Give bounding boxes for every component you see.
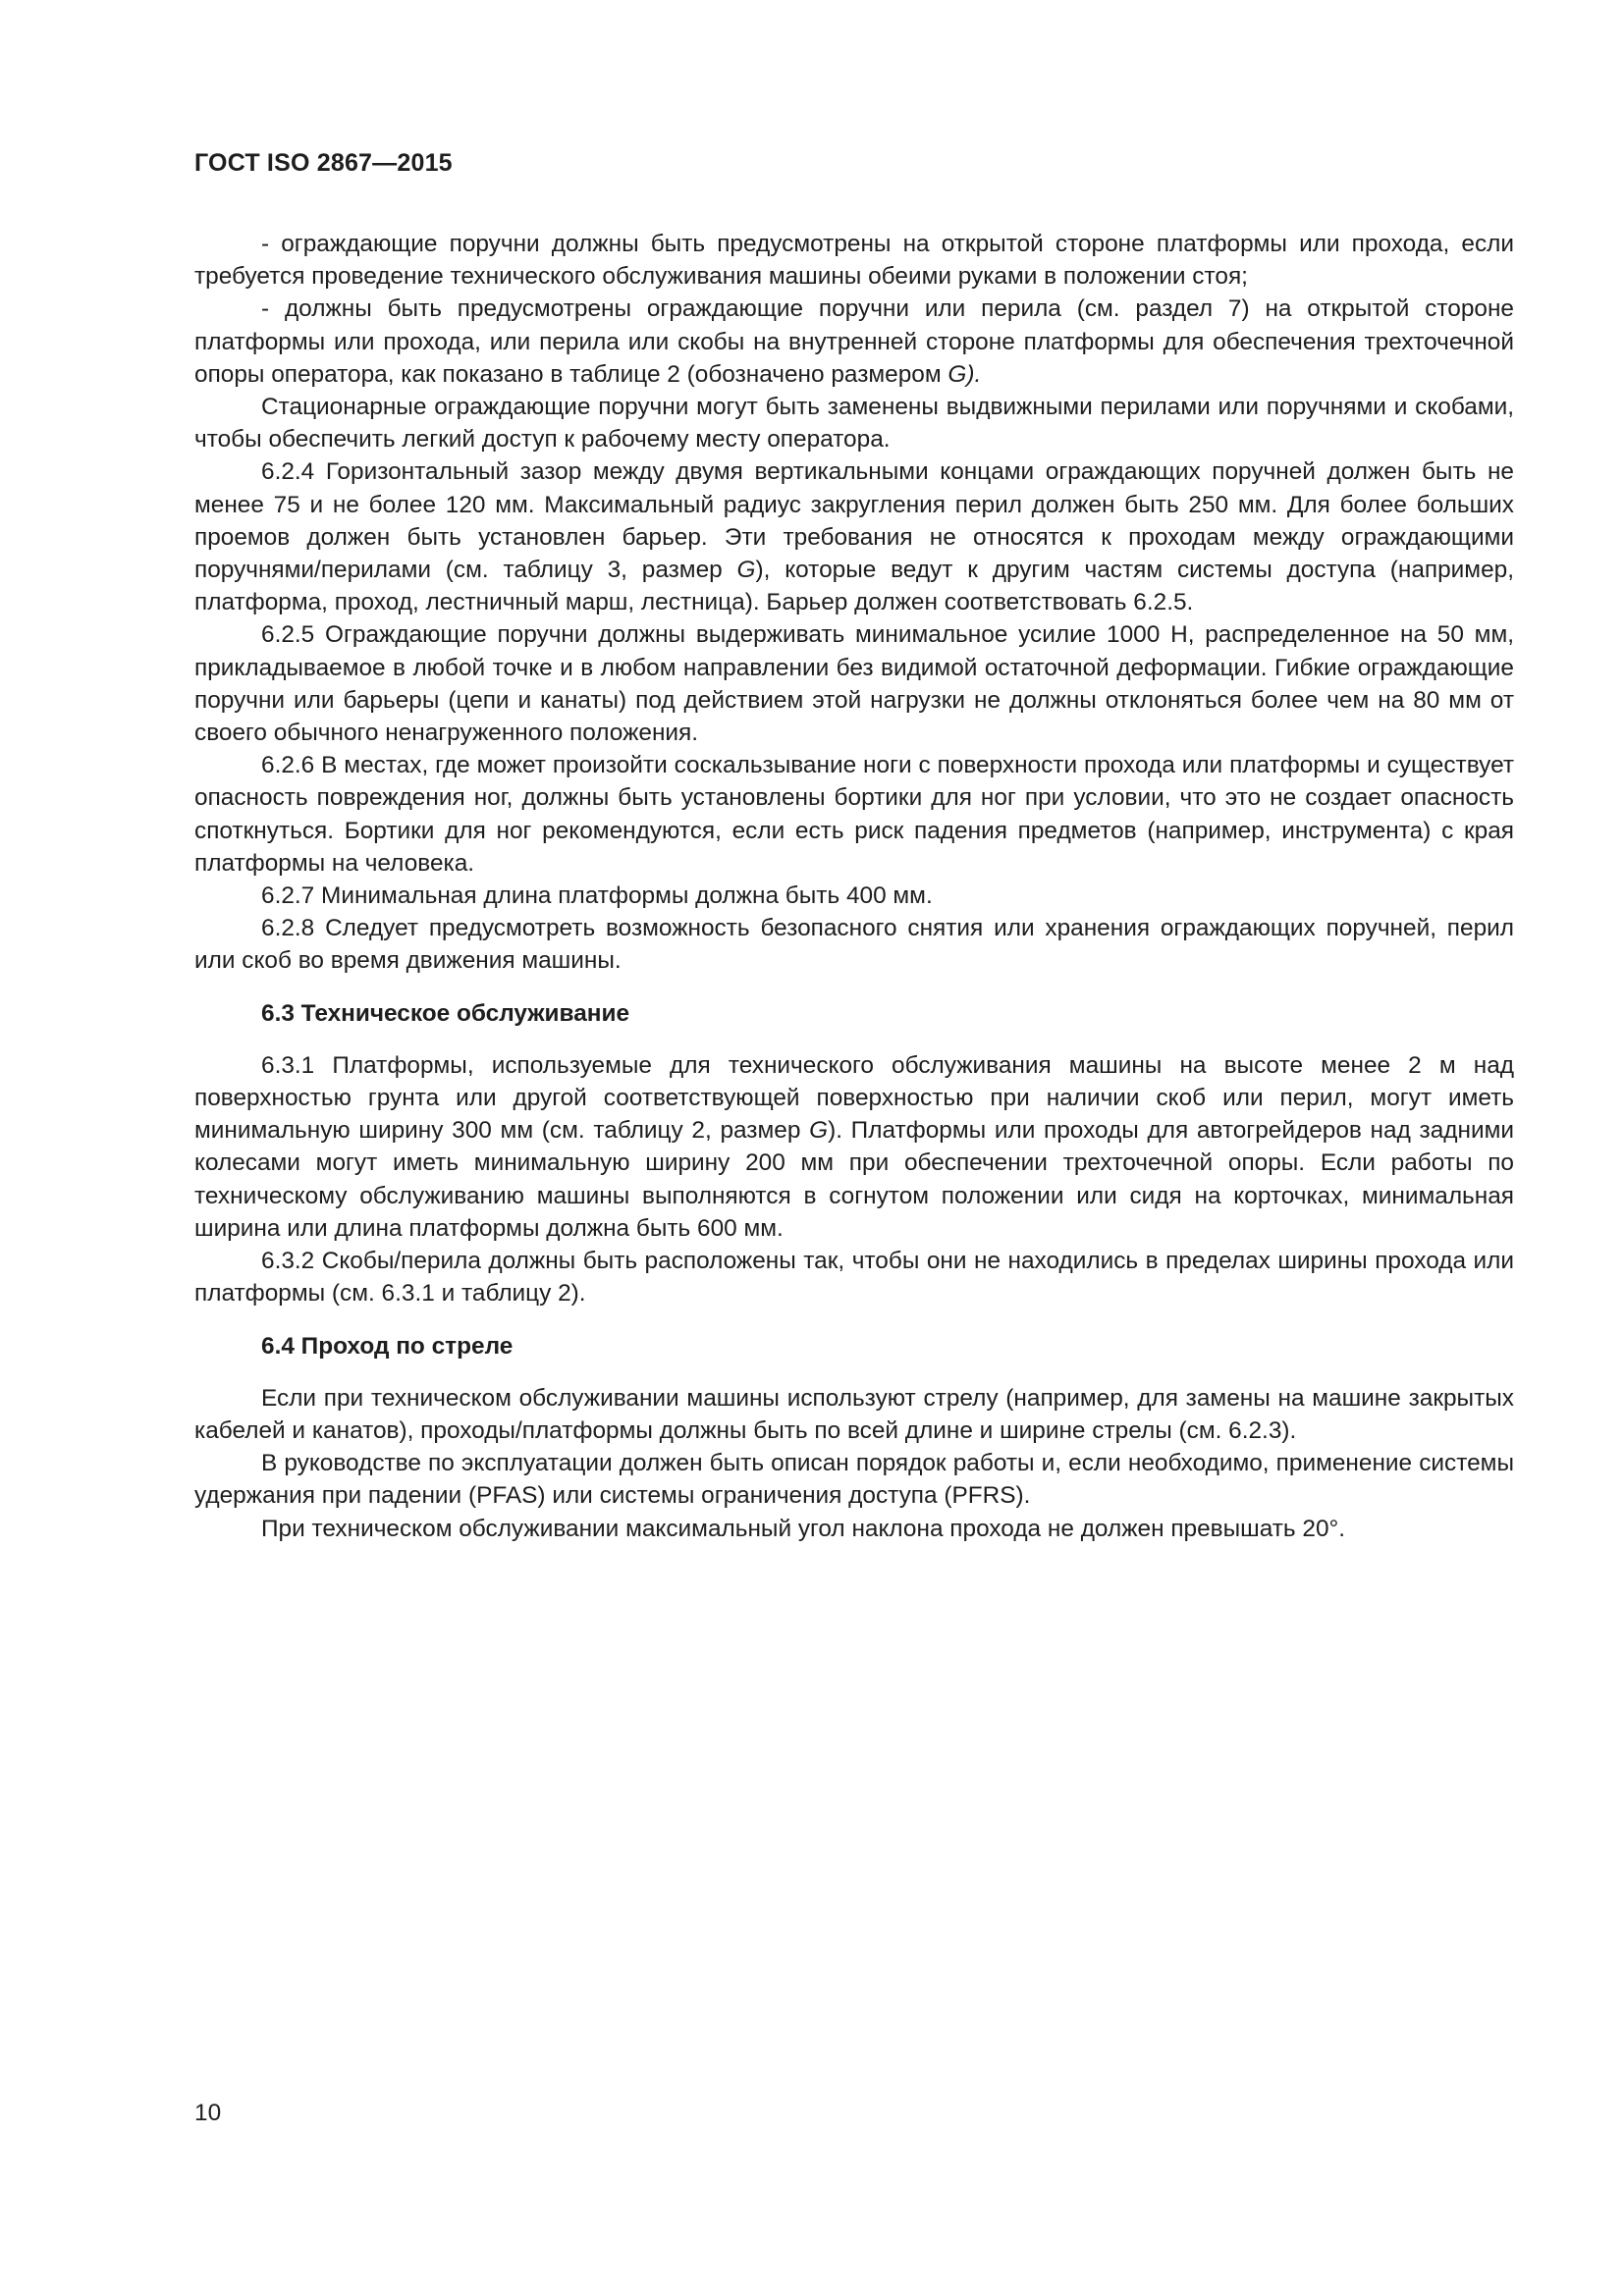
paragraph-max-angle: При техническом обслуживании максимальный угол наклона прохода не должен превышать 20°. [261, 1515, 1346, 1542]
paragraph-text: 6.3.1 Платформы, используемые для технического обслуживания машины на высоте менее 2 м над поверхностью грунта или другой соответствующей поверхностью при наличии скоб или перил, могут иметь минимальную ширину 300 мм (см. таблицу 2, размер [194, 1051, 1514, 1145]
page-number: 10 [194, 2100, 222, 2126]
clause-6-2-5: 6.2.5 Ограждающие поручни должны выдерживать минимальное усилие 1000 Н, распределенное на 50 мм, прикладываемое в любой точке и в любом направлении без видимой остаточной деформации. Гибкие ограждающие поручни или барьеры (цепи и канаты) под действием этой нагрузки не должны отклоняться более чем на 80 мм от своего обычного ненагруженного положения. [194, 621, 1514, 747]
paragraph-stationary-rails: Стационарные ограждающие поручни могут быть заменены выдвижными перилами или поручнями и скобами, чтобы обеспечить легкий доступ к рабочему месту оператора. [194, 394, 1514, 454]
clause-6-2-8: 6.2.8 Следует предусмотреть возможность безопасного снятия или хранения ограждающих поручней, перил или скоб во время движения машины. [194, 915, 1514, 975]
section-heading-6-4: 6.4 Проход по стреле [261, 1332, 514, 1360]
paragraph-bullet-2 [194, 293, 1514, 391]
document-body [194, 228, 1514, 1545]
paragraph-bullet-1: - ограждающие поручни должны быть предусмотрены на открытой стороне платформы или прохода, если требуется проведение технического обслуживания машины обеими руками в положении стоя; [194, 231, 1514, 291]
paragraph-boom-usage: Если при техническом обслуживании машины используют стрелу (например, для замены на машине закрытых кабелей и канатов), проходы/платформы должны быть по всей длине и ширине стрелы (см. 6.2.3). [194, 1384, 1514, 1444]
section-heading-6-3: 6.3 Техническое обслуживание [261, 999, 630, 1027]
clause-6-3-2: 6.3.2 Скобы/перила должны быть расположены так, чтобы они не находились в пределах ширины прохода или платформы (см. 6.3.1 и таблицу 2). [194, 1248, 1514, 1308]
paragraph-text: ). Платформы или проходы для автогрейдеров над задними колесами могут иметь минимальную ширину 200 мм при обеспечении трехточечной опоры. Если работы по техническому обслуживанию машины выполняются в согнутом положении или сидя на корточках, минимальная ширина или длина платформы должна быть 600 мм. [194, 1117, 1514, 1242]
clause-6-2-4 [194, 455, 1514, 618]
clause-6-2-7: 6.2.7 Минимальная длина платформы должна быть 400 мм. [261, 882, 933, 910]
paragraph-text: ), которые ведут к другим частям системы доступа (например, платформа, проход, лестничный марш, лестница). Барьер должен соответствовать 6.2.5. [194, 557, 1514, 616]
dimension-label: G [809, 1117, 829, 1145]
document-header: ГОСТ ISO 2867—2015 [194, 149, 453, 177]
paragraph-text: - должны быть предусмотрены ограждающие поручни или перила (см. раздел 7) на открытой стороне платформы или прохода, или перила или скобы на внутренней стороне платформы для обеспечения трехточечной опоры оператора, как показано в таблице 2 (обозначено размером [194, 295, 1514, 388]
paragraph-text: 6.2.4 Горизонтальный зазор между двумя вертикальными концами ограждающих поручней должен быть не менее 75 и не более 120 мм. Максимальный радиус закругления перил должен быть 250 мм. Для более больших проемов должен быть установлен барьер. Эти требования не относятся к проходам между ограждающими поручнями/перилами (см. таблицу 3, размер [194, 458, 1514, 584]
clause-6-2-6: 6.2.6 В местах, где может произойти соскальзывание ноги с поверхности прохода или платформы и существует опасность повреждения ног, должны быть установлены бортики для ног при условии, что это не создает опасность споткнуться. Бортики для ног рекомендуются, если есть риск падения предметов (например, инструмента) с края платформы на человека. [194, 752, 1514, 877]
clause-6-3-1 [194, 1049, 1514, 1245]
paragraph-manual: В руководстве по эксплуатации должен быть описан порядок работы и, если необходимо, применение системы удержания при падении (PFAS) или системы ограничения доступа (PFRS). [194, 1450, 1514, 1510]
dimension-label: G). [947, 360, 982, 388]
dimension-label: G [736, 557, 756, 584]
